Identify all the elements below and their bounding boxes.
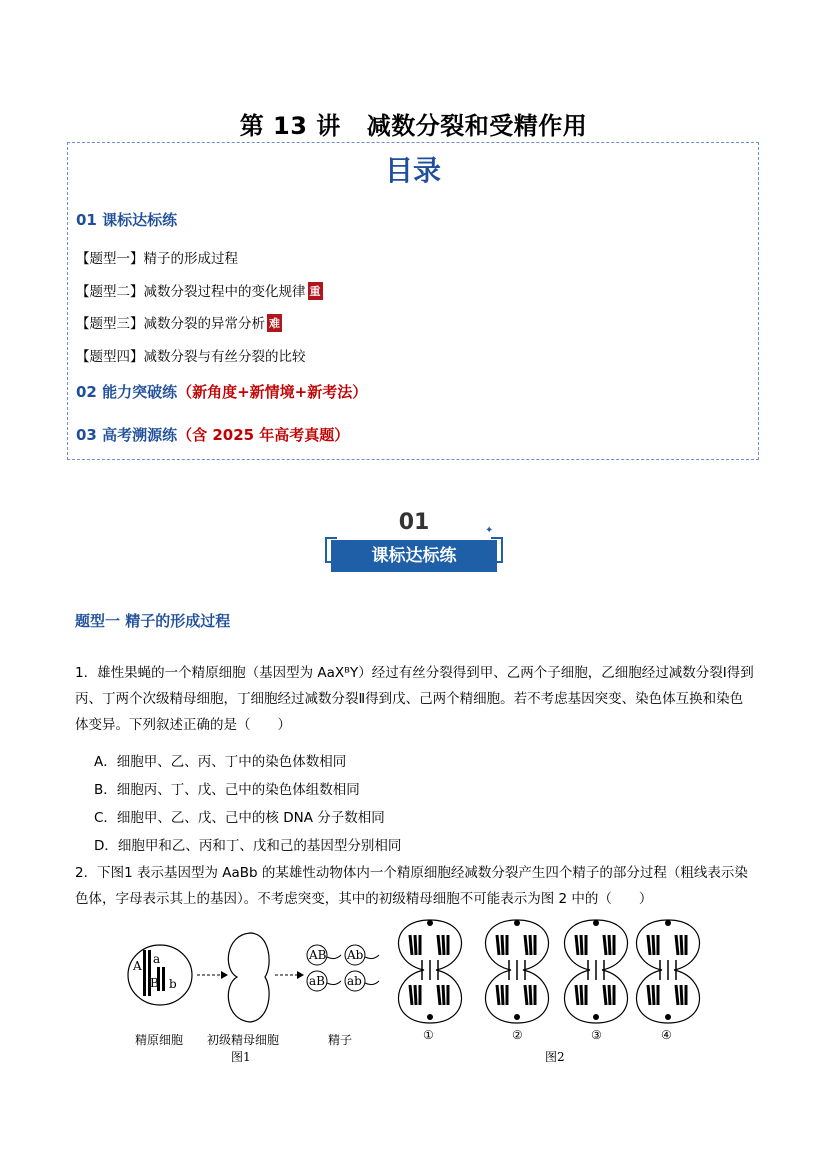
- key-point-badge: 重: [308, 282, 323, 300]
- toc-section-3[interactable]: [76, 424, 349, 445]
- chromosome: [676, 985, 678, 1005]
- chromosome: [525, 935, 527, 955]
- chromosome: [415, 985, 416, 1005]
- toc-item-3-label: 【题型三】减数分裂的异常分析: [76, 316, 265, 332]
- chromosome: [604, 985, 606, 1005]
- svg-text:b: b: [169, 977, 177, 991]
- chromosome: [648, 985, 650, 1005]
- svg-text:a: a: [153, 952, 161, 966]
- centrosome: [514, 920, 520, 926]
- sperm-gene-label: ab: [347, 974, 362, 988]
- chromosome: [438, 935, 440, 955]
- chromosome: [676, 935, 678, 955]
- caption-fig2: 图2: [545, 1050, 565, 1064]
- chromosome: [415, 935, 416, 955]
- svg-text:B: B: [150, 976, 159, 990]
- chromosome: [576, 985, 578, 1005]
- toc-item-2[interactable]: [76, 280, 323, 300]
- chromosome: [681, 985, 682, 1005]
- difficult-badge: 难: [267, 314, 282, 332]
- chromosome: [576, 935, 578, 955]
- lecture-topic: 减数分裂和受精作用: [366, 112, 588, 140]
- lecture-number: 第 13 讲: [239, 112, 341, 140]
- question-1-stem: 1．雄性果蝇的一个精原细胞（基因型为 AaXᴮY）经过有丝分裂得到甲、乙两个子细胞，乙细胞经过减数分裂Ⅰ得到丙、丁两个次级精母细胞，丁细胞经过减数分裂Ⅱ得到戊、己两个精细胞。若不考虑基因突变、染色体互换和染色体变异。下列叙述正确的是（ ）: [75, 665, 754, 733]
- toc-section-3-note: （含 2025 年高考真题）: [177, 426, 350, 444]
- chromosome: [530, 935, 531, 955]
- sperm-gene-label: AB: [309, 948, 327, 962]
- cell-number-2: ②: [512, 1028, 523, 1042]
- chromosome: [502, 935, 503, 955]
- cell-number-3: ③: [591, 1028, 602, 1042]
- chromosome: [530, 985, 531, 1005]
- centrosome: [665, 1014, 671, 1020]
- banner-number: 01: [398, 510, 430, 535]
- chromosome: [410, 935, 412, 955]
- caption-fig1: 图1: [231, 1050, 251, 1064]
- caption-primary-spermatocyte: 初级精母细胞: [207, 1033, 280, 1047]
- question-2-stem: 2．下图1 表示基因型为 AaBb 的某雄性动物体内一个精原细胞经减数分裂产生四个精子的部分过程（粗线表示染色体，字母表示其上的基因）。不考虑突变，其中的初级精母细胞不可能表示为图 2 中的（ ）: [75, 865, 748, 907]
- section-heading: 题型一 精子的形成过程: [75, 612, 231, 630]
- chromosome: [502, 985, 503, 1005]
- chromosome: [443, 985, 444, 1005]
- chromosome: [438, 985, 440, 1005]
- chromosome: [497, 985, 499, 1005]
- question-1-option-c[interactable]: C．细胞甲、乙、戊、己中的核 DNA 分子数相同: [94, 810, 385, 826]
- fig2-cells: [398, 920, 699, 1023]
- cell-number-1: ①: [423, 1028, 434, 1042]
- toc-item-1[interactable]: 【题型一】精子的形成过程: [76, 251, 238, 267]
- centrosome: [593, 920, 599, 926]
- chromosome: [604, 935, 606, 955]
- chromosome: [681, 935, 682, 955]
- table-of-contents: [67, 142, 759, 460]
- centrosome: [427, 920, 433, 926]
- centrosome: [665, 920, 671, 926]
- svg-text:A: A: [133, 959, 142, 973]
- spermatogonium-cell: [128, 945, 192, 1005]
- centrosome: [593, 1014, 599, 1020]
- question-1-option-d[interactable]: D．细胞甲和乙、丙和丁、戊和己的基因型分别相同: [94, 838, 402, 854]
- chromosome: [581, 935, 582, 955]
- centrosome: [427, 1014, 433, 1020]
- question-1-option-a[interactable]: A．细胞甲、乙、丙、丁中的染色体数相同: [94, 754, 347, 770]
- toc-section-2[interactable]: [76, 381, 367, 402]
- toc-section-3-label: 03 高考溯源练: [76, 426, 178, 444]
- sperm-cells: [307, 945, 379, 991]
- toc-section-2-note: （新角度+新情境+新考法）: [177, 383, 368, 401]
- cell-number-4: ④: [661, 1028, 672, 1042]
- sperm-gene-label: Ab: [347, 948, 364, 962]
- chromosome: [609, 935, 610, 955]
- toc-item-4[interactable]: 【题型四】减数分裂与有丝分裂的比较: [76, 349, 306, 365]
- caption-sperm: 精子: [328, 1033, 353, 1047]
- banner-label: 课标达标练: [331, 540, 497, 572]
- section-banner: [325, 510, 503, 578]
- chromosome: [497, 935, 499, 955]
- chromosome: [648, 935, 650, 955]
- toc-item-3[interactable]: [76, 312, 282, 332]
- chromosome: [609, 985, 610, 1005]
- sparkle-icon: ✦: [485, 525, 494, 536]
- toc-section-2-label: 02 能力突破练: [76, 383, 178, 401]
- page-title: [0, 106, 827, 141]
- meiosis-figure: [125, 915, 705, 1070]
- chromosome: [410, 985, 412, 1005]
- toc-section-1[interactable]: 01 课标达标练: [76, 211, 178, 229]
- question-1-option-b[interactable]: B．细胞丙、丁、戊、己中的染色体组数相同: [94, 782, 360, 798]
- chromosome: [443, 935, 444, 955]
- toc-item-2-label: 【题型二】减数分裂过程中的变化规律: [76, 284, 306, 300]
- chromosome: [653, 985, 654, 1005]
- chromosome: [653, 935, 654, 955]
- caption-spermatogonium: 精原细胞: [135, 1033, 184, 1047]
- chromosome: [581, 985, 582, 1005]
- toc-heading: 目录: [384, 154, 441, 187]
- sperm-gene-label: aB: [309, 974, 325, 988]
- chromosome: [525, 985, 527, 1005]
- centrosome: [514, 1014, 520, 1020]
- primary-spermatocyte-cell: [228, 933, 269, 1022]
